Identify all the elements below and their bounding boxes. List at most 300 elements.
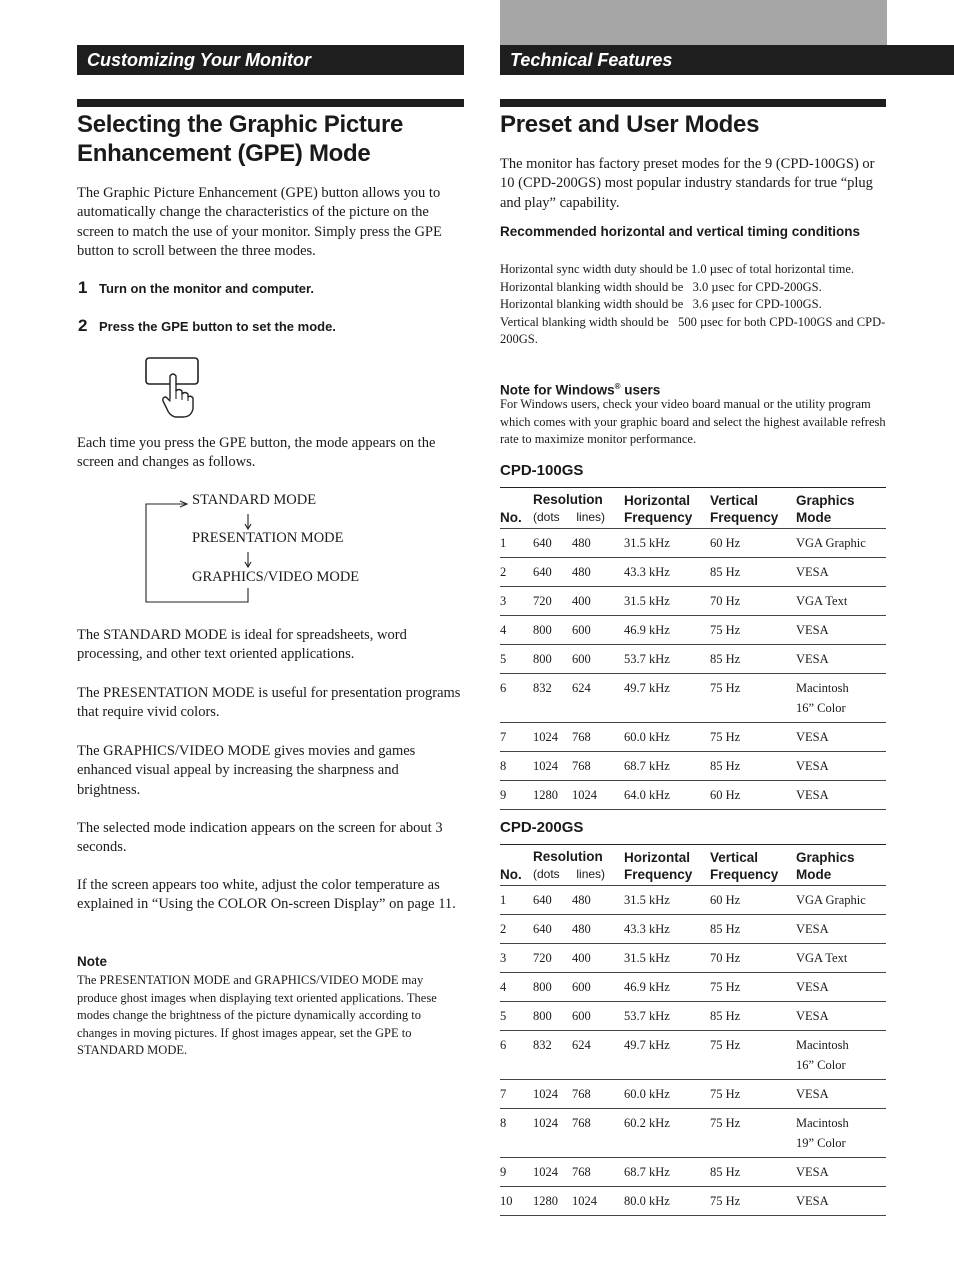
mode-label: Mode bbox=[796, 867, 832, 882]
header-tab-block bbox=[500, 0, 887, 46]
table-row bbox=[500, 1158, 886, 1187]
graphics-mode: VGA Graphic bbox=[796, 893, 866, 907]
cell-graphics-mode bbox=[796, 1002, 886, 1031]
table-header-row bbox=[500, 488, 886, 529]
mode-number: 1 bbox=[500, 536, 507, 550]
table-row bbox=[500, 645, 886, 674]
mode-number: 3 bbox=[500, 594, 507, 608]
cell-graphics-mode bbox=[796, 781, 886, 810]
table-row bbox=[500, 944, 886, 973]
table-title-cpd-200gs: CPD-200GS bbox=[500, 819, 584, 836]
col-resolution: Resolution (dots lines) bbox=[533, 492, 606, 524]
mode-number: 4 bbox=[500, 623, 507, 637]
horizontal-frequency: 60.2 kHz bbox=[624, 1116, 670, 1130]
step-1-text: Turn on the monitor and computer. bbox=[99, 281, 314, 296]
cell-resolution bbox=[533, 1187, 624, 1216]
vertical-frequency: 75 Hz bbox=[710, 1116, 741, 1130]
cell-horizontal-frequency bbox=[624, 781, 710, 810]
mode-number: 1 bbox=[500, 893, 507, 907]
cell-horizontal-frequency bbox=[624, 1002, 710, 1031]
horizontal-frequency: 43.3 kHz bbox=[624, 565, 670, 579]
horizontal-frequency: 49.7 kHz bbox=[624, 1038, 670, 1052]
cell-vertical-frequency bbox=[710, 616, 796, 645]
cell-no bbox=[500, 915, 533, 944]
cell-resolution bbox=[533, 616, 624, 645]
resolution-lines: 480 bbox=[572, 893, 591, 907]
cell-graphics-mode bbox=[796, 645, 886, 674]
windows-heading-end: users bbox=[620, 382, 661, 398]
mode-number: 7 bbox=[500, 1087, 507, 1101]
mode-number: 5 bbox=[500, 652, 507, 666]
cell-graphics-mode bbox=[796, 723, 886, 752]
vertical-frequency: 85 Hz bbox=[710, 759, 741, 773]
vertical-frequency: 85 Hz bbox=[710, 652, 741, 666]
vertical-frequency: 85 Hz bbox=[710, 1009, 741, 1023]
graphics-mode: Macintosh bbox=[796, 1038, 849, 1052]
graphics-mode: VGA Text bbox=[796, 951, 848, 965]
cell-vertical-frequency bbox=[710, 674, 796, 723]
resolution-dots: 1024 bbox=[533, 730, 558, 744]
timing-heading: Recommended horizontal and vertical timing conditions bbox=[500, 224, 861, 239]
cell-no bbox=[500, 886, 533, 915]
mode-label: Mode bbox=[796, 510, 832, 525]
cell-horizontal-frequency bbox=[624, 529, 710, 558]
vertical-label: Vertical bbox=[710, 850, 759, 865]
resolution-dots: 1024 bbox=[533, 1116, 558, 1130]
resolution-dots: 720 bbox=[533, 594, 552, 608]
mode-number: 10 bbox=[500, 1194, 513, 1208]
preset-intro: The monitor has factory preset modes for the 9 (CPD-100GS) or 10 (CPD-200GS) most popular industry standards for true “plug and play” capability. bbox=[500, 156, 875, 211]
cell-no bbox=[500, 1031, 533, 1080]
resolution-dots: 800 bbox=[533, 652, 552, 666]
cell-resolution bbox=[533, 558, 624, 587]
table-header-row bbox=[500, 845, 886, 886]
vertical-frequency: 60 Hz bbox=[710, 893, 741, 907]
cell-no bbox=[500, 1002, 533, 1031]
table-row bbox=[500, 1031, 886, 1080]
vertical-frequency: 75 Hz bbox=[710, 980, 741, 994]
standard-mode-paragraph: The STANDARD MODE is ideal for spreadsheets, word processing, and other text oriented applications. bbox=[77, 627, 407, 663]
flow-presentation-mode: PRESENTATION MODE bbox=[192, 530, 344, 546]
horizontal-frequency: 31.5 kHz bbox=[624, 893, 670, 907]
cell-graphics-mode bbox=[796, 886, 886, 915]
cell-no bbox=[500, 1109, 533, 1158]
horizontal-label: Horizontal bbox=[624, 850, 690, 865]
resolution-lines: 768 bbox=[572, 1087, 591, 1101]
title-line-2: Enhancement (GPE) Mode bbox=[77, 140, 371, 167]
resolution-lines: 1024 bbox=[572, 788, 597, 802]
vertical-frequency: 70 Hz bbox=[710, 951, 741, 965]
graphics-mode: VESA bbox=[796, 759, 829, 773]
table-row bbox=[500, 1109, 886, 1158]
cell-graphics-mode bbox=[796, 1080, 886, 1109]
cell-horizontal-frequency bbox=[624, 1187, 710, 1216]
graphics-mode: VESA bbox=[796, 623, 829, 637]
step-1-number: 1 bbox=[78, 278, 88, 297]
cell-vertical-frequency bbox=[710, 781, 796, 810]
cell-no bbox=[500, 1080, 533, 1109]
cell-graphics-mode bbox=[796, 616, 886, 645]
cell-resolution bbox=[533, 1109, 624, 1158]
resolution-dots: 800 bbox=[533, 1009, 552, 1023]
timing-line: Horizontal sync width duty should be 1.0 µsec of total horizontal time. bbox=[500, 262, 855, 276]
mode-number: 8 bbox=[500, 1116, 507, 1130]
table-title-cpd-100gs: CPD-100GS bbox=[500, 462, 584, 479]
resolution-label: Resolution bbox=[533, 849, 603, 864]
cell-no bbox=[500, 529, 533, 558]
cell-horizontal-frequency bbox=[624, 723, 710, 752]
cell-vertical-frequency bbox=[710, 1109, 796, 1158]
resolution-lines: 768 bbox=[572, 1116, 591, 1130]
section-title: Customizing Your Monitor bbox=[87, 50, 311, 70]
graphics-mode: VESA bbox=[796, 980, 829, 994]
heading-rule bbox=[500, 99, 886, 107]
horizontal-frequency: 60.0 kHz bbox=[624, 730, 670, 744]
cell-no bbox=[500, 1158, 533, 1187]
cell-horizontal-frequency bbox=[624, 915, 710, 944]
mode-number: 9 bbox=[500, 788, 507, 802]
horizontal-frequency: 64.0 kHz bbox=[624, 788, 670, 802]
mode-number: 9 bbox=[500, 1165, 507, 1179]
vertical-frequency: 75 Hz bbox=[710, 681, 741, 695]
cell-no bbox=[500, 973, 533, 1002]
cell-vertical-frequency bbox=[710, 973, 796, 1002]
cell-graphics-mode bbox=[796, 1031, 886, 1080]
dots-label: dots bbox=[537, 510, 560, 524]
vertical-frequency: 70 Hz bbox=[710, 594, 741, 608]
title-line-1: Selecting the Graphic Picture bbox=[77, 111, 404, 138]
resolution-dots: 832 bbox=[533, 1038, 552, 1052]
cell-resolution bbox=[533, 752, 624, 781]
cell-vertical-frequency bbox=[710, 944, 796, 973]
graphics-mode: VESA bbox=[796, 1165, 829, 1179]
note-heading: Note bbox=[77, 954, 107, 969]
table-body bbox=[500, 529, 886, 810]
cell-vertical-frequency bbox=[710, 915, 796, 944]
graphics-mode: VESA bbox=[796, 652, 829, 666]
frequency-label: Frequency bbox=[710, 510, 779, 525]
mode-number: 8 bbox=[500, 759, 507, 773]
resolution-lines: 768 bbox=[572, 1165, 591, 1179]
cell-no bbox=[500, 558, 533, 587]
cell-graphics-mode bbox=[796, 1187, 886, 1216]
windows-note-text: For Windows users, check your video board manual or the utility program which comes with your graphic board and select the highest available refresh rate to maximize monitor performance. bbox=[500, 397, 886, 447]
table-row bbox=[500, 674, 886, 723]
frequency-label: Frequency bbox=[710, 867, 779, 882]
mode-number: 3 bbox=[500, 951, 507, 965]
cell-vertical-frequency bbox=[710, 886, 796, 915]
mode-number: 7 bbox=[500, 730, 507, 744]
vertical-frequency: 85 Hz bbox=[710, 922, 741, 936]
graphics-mode-detail: 16” Color bbox=[796, 700, 846, 715]
gpe-intro: The Graphic Picture Enhancement (GPE) button allows you to automatically change the characteristics of the picture on the screen to match the use of your monitor. Simply press the GPE button to scroll between the three modes. bbox=[77, 185, 442, 259]
cell-no bbox=[500, 723, 533, 752]
horizontal-frequency: 31.5 kHz bbox=[624, 594, 670, 608]
resolution-lines: 624 bbox=[572, 681, 591, 695]
graphics-mode: VESA bbox=[796, 1009, 829, 1023]
preset-table-cpd-100gs bbox=[500, 487, 886, 810]
table-row bbox=[500, 973, 886, 1002]
cell-graphics-mode bbox=[796, 915, 886, 944]
color-temperature-paragraph: If the screen appears too white, adjust the color temperature as explained in “Using the COLOR On-screen Display” on page 11. bbox=[77, 877, 456, 913]
resolution-dots: 800 bbox=[533, 623, 552, 637]
mode-number: 6 bbox=[500, 681, 507, 695]
graphics-mode-detail: 16” Color bbox=[796, 1057, 846, 1072]
horizontal-frequency: 31.5 kHz bbox=[624, 951, 670, 965]
resolution-lines: 480 bbox=[572, 922, 591, 936]
col-graphics-mode bbox=[796, 845, 886, 886]
timing-line: Horizontal blanking width should be 3.6 µsec for CPD-100GS. bbox=[500, 297, 822, 312]
graphics-video-mode-paragraph: The GRAPHICS/VIDEO MODE gives movies and games enhanced visual appeal by increasing the sharpness and brightness. bbox=[77, 743, 416, 798]
graphics-mode: VGA Text bbox=[796, 594, 848, 608]
vertical-frequency: 75 Hz bbox=[710, 1087, 741, 1101]
frequency-label: Frequency bbox=[624, 510, 693, 525]
resolution-dots: 1280 bbox=[533, 1194, 558, 1208]
page-title-gpe bbox=[77, 110, 464, 168]
mode-number: 6 bbox=[500, 1038, 507, 1052]
resolution-dots: 1024 bbox=[533, 759, 558, 773]
cell-resolution bbox=[533, 886, 624, 915]
resolution-lines: 768 bbox=[572, 730, 591, 744]
resolution-lines: 400 bbox=[572, 951, 591, 965]
cell-no bbox=[500, 616, 533, 645]
frequency-label: Frequency bbox=[624, 867, 693, 882]
cell-vertical-frequency bbox=[710, 723, 796, 752]
horizontal-frequency: 43.3 kHz bbox=[624, 922, 670, 936]
flow-standard-mode: STANDARD MODE bbox=[192, 492, 317, 508]
cell-horizontal-frequency bbox=[624, 587, 710, 616]
press-description: Each time you press the GPE button, the mode appears on the screen and changes as follows. bbox=[77, 435, 436, 471]
col-horizontal-frequency bbox=[624, 845, 710, 886]
cell-vertical-frequency bbox=[710, 1187, 796, 1216]
cell-vertical-frequency bbox=[710, 1080, 796, 1109]
resolution-lines: 600 bbox=[572, 980, 591, 994]
cell-vertical-frequency bbox=[710, 558, 796, 587]
resolution-lines: 400 bbox=[572, 594, 591, 608]
timing-line: Vertical blanking width should be 500 µsec for both CPD-100GS and CPD-200GS. bbox=[500, 314, 886, 347]
col-vertical-frequency bbox=[710, 488, 796, 529]
mode-number: 2 bbox=[500, 922, 507, 936]
cell-resolution bbox=[533, 674, 624, 723]
col-vertical-frequency bbox=[710, 845, 796, 886]
section-header-technical bbox=[500, 45, 954, 75]
vertical-frequency: 60 Hz bbox=[710, 788, 741, 802]
cell-no bbox=[500, 781, 533, 810]
cell-horizontal-frequency bbox=[624, 558, 710, 587]
gpe-button-press-icon bbox=[143, 355, 203, 420]
vertical-frequency: 60 Hz bbox=[710, 536, 741, 550]
table-row bbox=[500, 616, 886, 645]
cell-horizontal-frequency bbox=[624, 752, 710, 781]
windows-heading-text: Note for Windows bbox=[500, 382, 615, 398]
lines-label: lines bbox=[576, 510, 602, 524]
cell-resolution bbox=[533, 529, 624, 558]
horizontal-frequency: 60.0 kHz bbox=[624, 1087, 670, 1101]
page-title-preset-modes: Preset and User Modes bbox=[500, 111, 760, 138]
horizontal-frequency: 68.7 kHz bbox=[624, 759, 670, 773]
vertical-frequency: 75 Hz bbox=[710, 730, 741, 744]
cell-graphics-mode bbox=[796, 1158, 886, 1187]
cell-graphics-mode bbox=[796, 944, 886, 973]
vertical-frequency: 75 Hz bbox=[710, 623, 741, 637]
cell-resolution bbox=[533, 781, 624, 810]
vertical-frequency: 85 Hz bbox=[710, 565, 741, 579]
table-row bbox=[500, 587, 886, 616]
cell-no bbox=[500, 674, 533, 723]
cell-no bbox=[500, 944, 533, 973]
cell-resolution bbox=[533, 587, 624, 616]
col-no: No. bbox=[500, 867, 522, 882]
cell-horizontal-frequency bbox=[624, 616, 710, 645]
graphics-label: Graphics bbox=[796, 850, 855, 865]
step-2-text: Press the GPE button to set the mode. bbox=[99, 319, 336, 334]
table-row bbox=[500, 1187, 886, 1216]
col-horizontal-frequency bbox=[624, 488, 710, 529]
graphics-mode: VESA bbox=[796, 788, 829, 802]
graphics-mode: VESA bbox=[796, 1194, 829, 1208]
timing-line: Horizontal blanking width should be 3.0 µsec for CPD-200GS. bbox=[500, 279, 822, 294]
cell-horizontal-frequency bbox=[624, 944, 710, 973]
graphics-mode: Macintosh bbox=[796, 681, 849, 695]
indication-paragraph: The selected mode indication appears on the screen for about 3 seconds. bbox=[77, 820, 443, 856]
table-row bbox=[500, 886, 886, 915]
resolution-lines: 480 bbox=[572, 565, 591, 579]
resolution-dots: 640 bbox=[533, 536, 552, 550]
cell-no bbox=[500, 752, 533, 781]
resolution-dots: 640 bbox=[533, 922, 552, 936]
cell-horizontal-frequency bbox=[624, 1031, 710, 1080]
resolution-label: Resolution bbox=[533, 492, 603, 507]
horizontal-frequency: 31.5 kHz bbox=[624, 536, 670, 550]
registered-mark: ® bbox=[614, 382, 621, 391]
dots-label: dots bbox=[537, 867, 560, 881]
cell-graphics-mode bbox=[796, 674, 886, 723]
vertical-frequency: 75 Hz bbox=[710, 1038, 741, 1052]
table-row bbox=[500, 558, 886, 587]
table-row bbox=[500, 752, 886, 781]
cell-resolution bbox=[533, 1158, 624, 1187]
section-header-customizing bbox=[77, 45, 464, 75]
resolution-dots: 1280 bbox=[533, 788, 558, 802]
mode-number: 5 bbox=[500, 1009, 507, 1023]
vertical-label: Vertical bbox=[710, 493, 759, 508]
cell-no bbox=[500, 1187, 533, 1216]
cell-vertical-frequency bbox=[710, 645, 796, 674]
horizontal-frequency: 46.9 kHz bbox=[624, 623, 670, 637]
table-row bbox=[500, 1080, 886, 1109]
resolution-lines: 768 bbox=[572, 759, 591, 773]
horizontal-frequency: 53.7 kHz bbox=[624, 1009, 670, 1023]
horizontal-frequency: 53.7 kHz bbox=[624, 652, 670, 666]
horizontal-label: Horizontal bbox=[624, 493, 690, 508]
cell-resolution bbox=[533, 1031, 624, 1080]
section-title: Technical Features bbox=[510, 50, 673, 70]
resolution-dots: 640 bbox=[533, 565, 552, 579]
cell-no bbox=[500, 587, 533, 616]
cell-horizontal-frequency bbox=[624, 886, 710, 915]
resolution-lines: 600 bbox=[572, 623, 591, 637]
cell-vertical-frequency bbox=[710, 1002, 796, 1031]
cell-resolution bbox=[533, 1002, 624, 1031]
graphics-mode: VESA bbox=[796, 565, 829, 579]
resolution-dots: 1024 bbox=[533, 1087, 558, 1101]
resolution-lines: 480 bbox=[572, 536, 591, 550]
graphics-label: Graphics bbox=[796, 493, 855, 508]
resolution-dots: 720 bbox=[533, 951, 552, 965]
lines-label: lines bbox=[576, 867, 602, 881]
table-row bbox=[500, 781, 886, 810]
col-resolution: Resolution (dots lines) bbox=[533, 849, 606, 881]
graphics-mode: Macintosh bbox=[796, 1116, 849, 1130]
mode-number: 4 bbox=[500, 980, 507, 994]
horizontal-frequency: 68.7 kHz bbox=[624, 1165, 670, 1179]
table-row bbox=[500, 915, 886, 944]
graphics-mode: VGA Graphic bbox=[796, 536, 866, 550]
heading-rule bbox=[77, 99, 464, 107]
resolution-dots: 800 bbox=[533, 980, 552, 994]
table-body bbox=[500, 886, 886, 1216]
resolution-dots: 640 bbox=[533, 893, 552, 907]
cell-vertical-frequency bbox=[710, 1158, 796, 1187]
note-text: The PRESENTATION MODE and GRAPHICS/VIDEO MODE may produce ghost images when displaying text oriented applications. These modes change the brightness of the picture dynamically according to changes in moving pictures. If ghost images appear, set the GPE to STANDARD MODE. bbox=[77, 973, 437, 1058]
resolution-lines: 600 bbox=[572, 1009, 591, 1023]
cell-vertical-frequency bbox=[710, 529, 796, 558]
cell-graphics-mode bbox=[796, 529, 886, 558]
col-graphics-mode bbox=[796, 488, 886, 529]
presentation-mode-paragraph: The PRESENTATION MODE is useful for presentation programs that require vivid colors. bbox=[77, 685, 461, 721]
cell-horizontal-frequency bbox=[624, 973, 710, 1002]
horizontal-frequency: 49.7 kHz bbox=[624, 681, 670, 695]
cell-resolution bbox=[533, 1080, 624, 1109]
cell-resolution bbox=[533, 723, 624, 752]
cell-no bbox=[500, 645, 533, 674]
cell-graphics-mode bbox=[796, 752, 886, 781]
cell-horizontal-frequency bbox=[624, 674, 710, 723]
graphics-mode-detail: 19” Color bbox=[796, 1135, 846, 1150]
cell-vertical-frequency bbox=[710, 752, 796, 781]
timing-conditions bbox=[500, 261, 886, 349]
flow-graphics-video-mode: GRAPHICS/VIDEO MODE bbox=[192, 569, 360, 585]
graphics-mode: VESA bbox=[796, 1087, 829, 1101]
table-row bbox=[500, 723, 886, 752]
cell-resolution bbox=[533, 944, 624, 973]
col-no: No. bbox=[500, 510, 522, 525]
preset-table-cpd-200gs bbox=[500, 844, 886, 1216]
cell-resolution bbox=[533, 973, 624, 1002]
vertical-frequency: 85 Hz bbox=[710, 1165, 741, 1179]
graphics-mode: VESA bbox=[796, 922, 829, 936]
cell-horizontal-frequency bbox=[624, 1080, 710, 1109]
cell-vertical-frequency bbox=[710, 587, 796, 616]
mode-cycle-arrows bbox=[144, 494, 264, 604]
horizontal-frequency: 46.9 kHz bbox=[624, 980, 670, 994]
cell-horizontal-frequency bbox=[624, 1158, 710, 1187]
table-row bbox=[500, 529, 886, 558]
resolution-lines: 1024 bbox=[572, 1194, 597, 1208]
step-2-number: 2 bbox=[78, 316, 88, 335]
cell-graphics-mode bbox=[796, 1109, 886, 1158]
resolution-dots: 832 bbox=[533, 681, 552, 695]
cell-graphics-mode bbox=[796, 558, 886, 587]
horizontal-frequency: 80.0 kHz bbox=[624, 1194, 670, 1208]
cell-resolution bbox=[533, 915, 624, 944]
resolution-dots: 1024 bbox=[533, 1165, 558, 1179]
resolution-lines: 600 bbox=[572, 652, 591, 666]
graphics-mode: VESA bbox=[796, 730, 829, 744]
cell-vertical-frequency bbox=[710, 1031, 796, 1080]
mode-number: 2 bbox=[500, 565, 507, 579]
table-row bbox=[500, 1002, 886, 1031]
